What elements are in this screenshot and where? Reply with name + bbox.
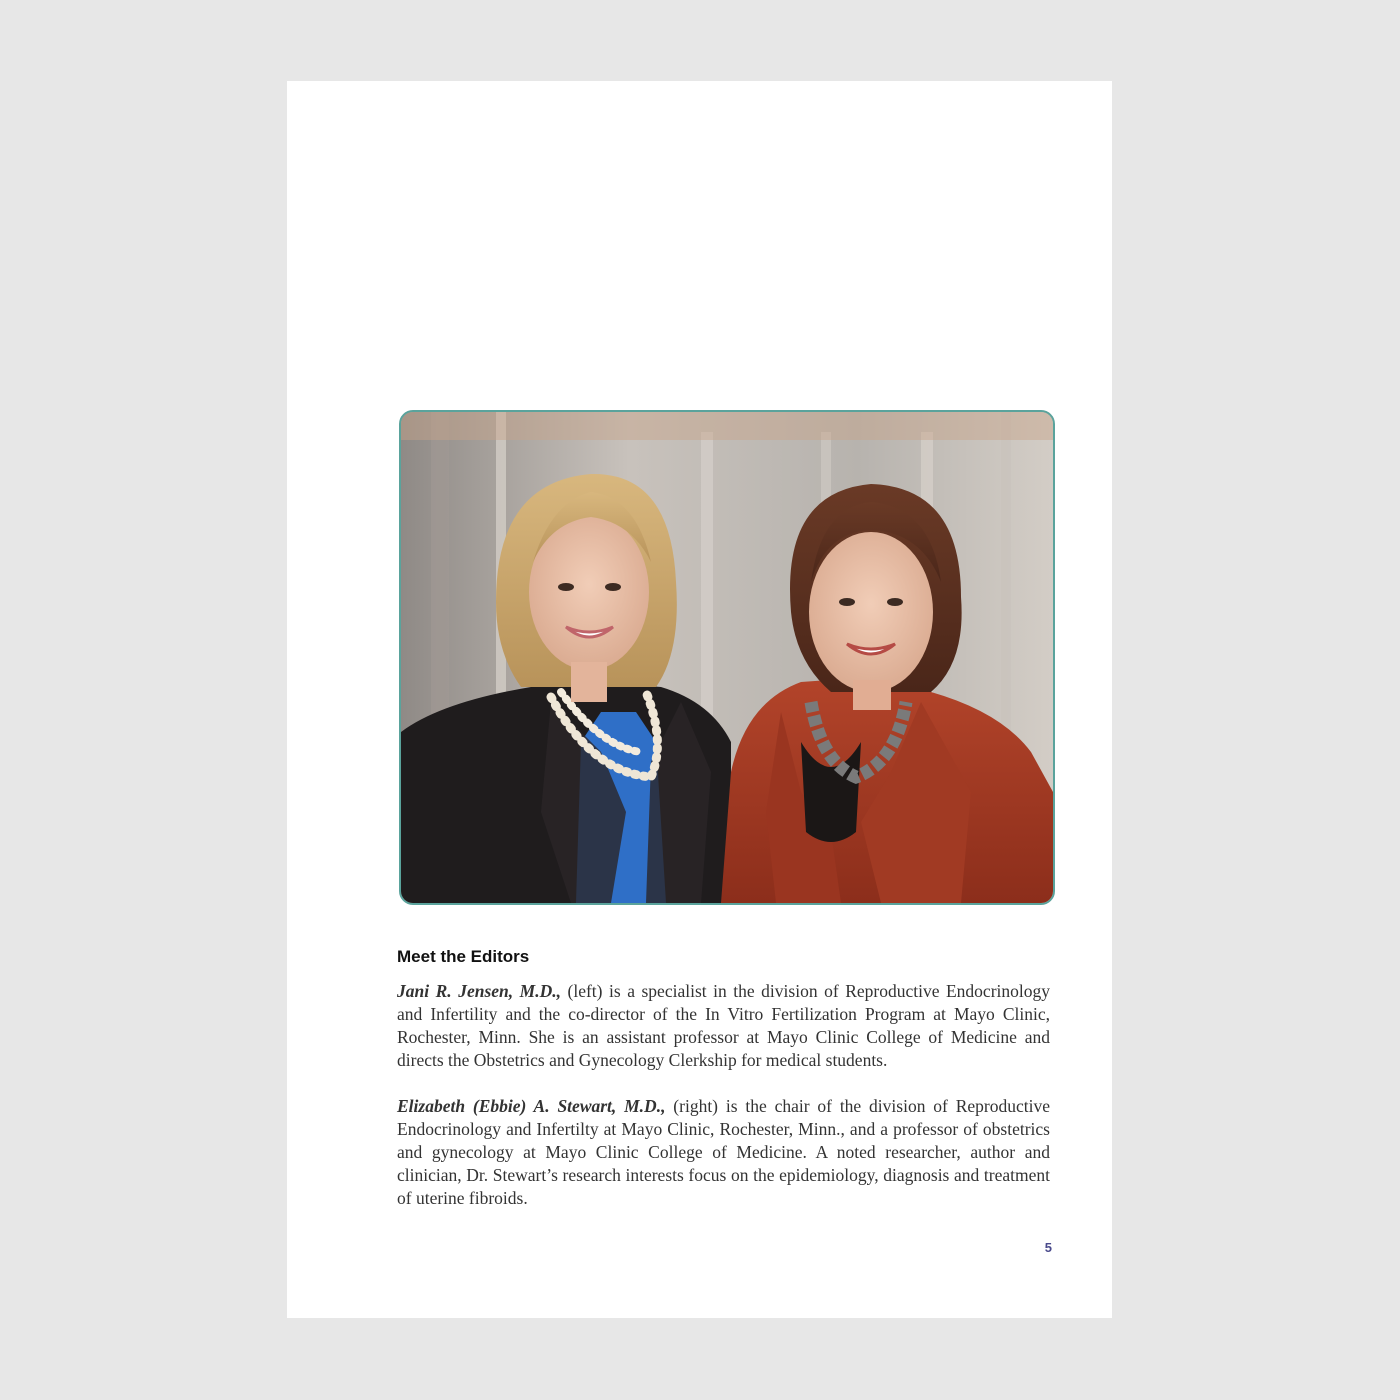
document-page bbox=[287, 81, 1112, 1318]
section-heading: Meet the Editors bbox=[397, 947, 530, 966]
editor-name-jensen: Jani R. Jensen, M.D., bbox=[397, 981, 561, 1001]
editor-bio-text-stewart: (right) is the chair of the division of Reproductive Endocrinology and Infertilty at Mayo Clinic, Rochester, Minn., and a professor of obstetrics and gynecology at Mayo Clinic College of Medicine. A noted researcher, author and clinician, Dr. Stewart’s research interests focus on the epidemiology, diagnosis and treatment of uterine fibroids. bbox=[397, 1096, 1050, 1208]
editors-photo bbox=[399, 410, 1055, 905]
page-number: 5 bbox=[1044, 1240, 1052, 1255]
editor-bio-stewart bbox=[397, 1095, 1050, 1210]
editor-bio-jensen bbox=[397, 980, 1050, 1072]
editor-name-stewart: Elizabeth (Ebbie) A. Stewart, M.D., bbox=[397, 1096, 666, 1116]
editor-bio-text-jensen: (left) is a specialist in the division of Reproductive Endocrinology and Infertility and the co-director of the In Vitro Fertilization Program at Mayo Clinic, Rochester, Minn. She is an assistant professor at Mayo Clinic College of Medicine and directs the Obstetrics and Gynecology Clerkship for medical students. bbox=[397, 981, 1050, 1070]
